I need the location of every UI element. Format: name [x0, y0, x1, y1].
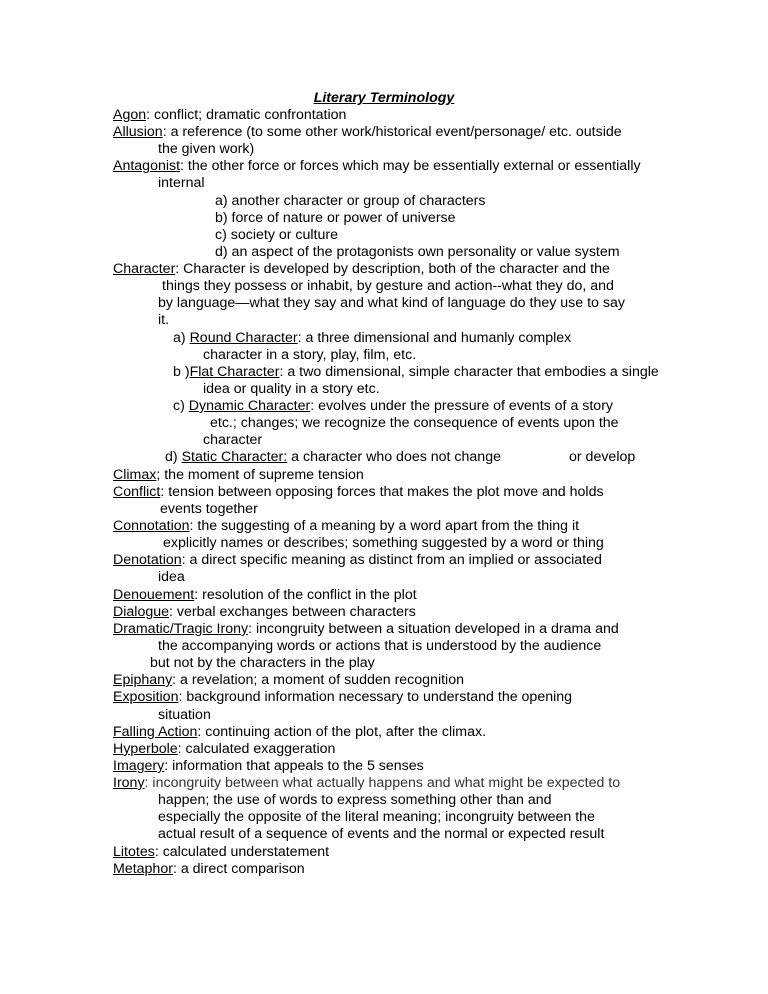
- entry-character: [113, 261, 610, 278]
- entry-hyperbole: [113, 741, 335, 758]
- definition-continued: things they possess or inhabit, by gesture and action--what they do, and: [162, 278, 614, 294]
- definition: ; the moment of supreme tension: [156, 467, 364, 483]
- term-dynamic-character: Dynamic Character: [188, 398, 311, 414]
- entry-climax: [113, 467, 364, 484]
- definition: : calculated understatement: [154, 844, 330, 860]
- definition: : information that appeals to the 5 senses: [164, 758, 424, 774]
- definition: : verbal exchanges between characters: [169, 604, 416, 620]
- term-agon: Agon: [113, 107, 147, 123]
- item-prefix: a): [173, 330, 190, 346]
- term-connotation: Connotation: [113, 518, 190, 534]
- entry-metaphor: [113, 861, 305, 878]
- term-dramatic-irony: Dramatic/Tragic Irony: [113, 621, 249, 637]
- definition: : conflict; dramatic confrontation: [146, 107, 347, 123]
- definition: : Character is developed by description, both of the character and the: [175, 261, 610, 277]
- entry-litotes: [113, 844, 329, 861]
- term-exposition: Exposition: [113, 689, 179, 705]
- item-prefix: c): [173, 398, 189, 414]
- term-dialogue: Dialogue: [113, 604, 170, 620]
- entry-connotation: [113, 518, 579, 535]
- definition: : evolves under the pressure of events of a story: [310, 398, 614, 414]
- definition-continued: idea or quality in a story etc.: [203, 381, 380, 397]
- definition: a character who does not change: [287, 449, 501, 465]
- definition: : background information necessary to understand the opening: [178, 689, 573, 705]
- definition-continued: the given work): [158, 141, 255, 157]
- definition: : a reference (to some other work/historical event/personage/ etc. outside: [162, 124, 622, 140]
- list-item: c) society or culture: [215, 227, 338, 243]
- definition-continued: explicitly names or describes; something suggested by a word or thing: [163, 535, 604, 551]
- entry-flat-character: [173, 364, 659, 381]
- term-metaphor: Metaphor: [113, 861, 173, 877]
- definition: : a direct comparison: [172, 861, 305, 877]
- definition: : incongruity between a situation developed in a drama and: [248, 621, 619, 637]
- term-climax: Climax: [113, 467, 157, 483]
- term-irony: Irony: [113, 775, 145, 791]
- term-denouement: Denouement: [113, 587, 195, 603]
- term-falling-action: Falling Action: [113, 724, 198, 740]
- entry-denouement: [113, 587, 417, 604]
- term-antagonist: Antagonist: [113, 158, 181, 174]
- term-imagery: Imagery: [113, 758, 165, 774]
- term-epiphany: Epiphany: [113, 672, 173, 688]
- entry-antagonist: [113, 158, 641, 175]
- definition-continued: by language—what they say and what kind of language do they use to say: [158, 295, 625, 311]
- term-round-character: Round Character: [189, 330, 298, 346]
- definition: : a three dimensional and humanly complex: [297, 330, 572, 346]
- definition-continued: character: [203, 432, 263, 448]
- definition: : calculated exaggeration: [177, 741, 336, 757]
- definition: : incongruity between what actually happens and what might be expected to: [144, 775, 621, 791]
- term-flat-character: Flat Character: [189, 364, 280, 380]
- definition-continued: events together: [160, 501, 258, 517]
- entry-dramatic-irony: [113, 621, 619, 638]
- definition-continued: it.: [158, 312, 170, 328]
- entry-exposition: [113, 689, 572, 706]
- definition: : resolution of the conflict in the plot: [194, 587, 417, 603]
- definition-continued: the accompanying words or actions that is understood by the audience: [158, 638, 602, 654]
- definition: : tension between opposing forces that makes the plot move and holds: [160, 484, 604, 500]
- definition: : a revelation; a moment of sudden recognition: [172, 672, 464, 688]
- definition-continued: character in a story, play, film, etc.: [203, 347, 417, 363]
- definition-continued: etc.; changes; we recognize the consequence of events upon the: [210, 415, 619, 431]
- definition-continued: situation: [158, 707, 211, 723]
- definition: : a two dimensional, simple character that embodies a single: [279, 364, 659, 380]
- entry-denotation: [113, 552, 602, 569]
- definition-continued: idea: [158, 569, 185, 585]
- item-prefix: b ): [173, 364, 190, 380]
- definition-continued: internal: [158, 175, 205, 191]
- definition: : a direct specific meaning as distinct from an implied or associated: [181, 552, 602, 568]
- entry-static-character: [165, 449, 501, 466]
- entry-dynamic-character: [173, 398, 613, 415]
- term-hyperbole: Hyperbole: [113, 741, 178, 757]
- definition: : the other force or forces which may be essentially external or essentially: [180, 158, 641, 174]
- definition-continued: especially the opposite of the literal meaning; incongruity between the: [158, 809, 595, 825]
- entry-allusion: [113, 124, 622, 141]
- term-static-character: Static Character:: [181, 449, 288, 465]
- term-conflict: Conflict: [113, 484, 161, 500]
- term-litotes: Litotes: [113, 844, 155, 860]
- definition-tail: or develop: [569, 449, 636, 465]
- entry-dialogue: [113, 604, 416, 621]
- page-title: Literary Terminology: [313, 90, 455, 106]
- definition-continued: happen; the use of words to express something other than and: [158, 792, 552, 808]
- list-item: a) another character or group of characters: [215, 193, 486, 209]
- term-denotation: Denotation: [113, 552, 182, 568]
- list-item: d) an aspect of the protagonists own personality or value system: [215, 244, 620, 260]
- entry-imagery: [113, 758, 424, 775]
- definition-continued: actual result of a sequence of events and the normal or expected result: [158, 826, 605, 842]
- entry-conflict: [113, 484, 604, 501]
- entry-agon: [113, 107, 346, 124]
- entry-irony: [113, 775, 620, 792]
- term-character: Character: [113, 261, 176, 277]
- item-prefix: d): [165, 449, 182, 465]
- definition: : the suggesting of a meaning by a word apart from the thing it: [189, 518, 580, 534]
- entry-falling-action: [113, 724, 486, 741]
- term-allusion: Allusion: [113, 124, 163, 140]
- definition: : continuing action of the plot, after the climax.: [197, 724, 487, 740]
- list-item: b) force of nature or power of universe: [215, 210, 456, 226]
- definition-continued: but not by the characters in the play: [150, 655, 375, 671]
- entry-epiphany: [113, 672, 464, 689]
- entry-round-character: [173, 330, 571, 347]
